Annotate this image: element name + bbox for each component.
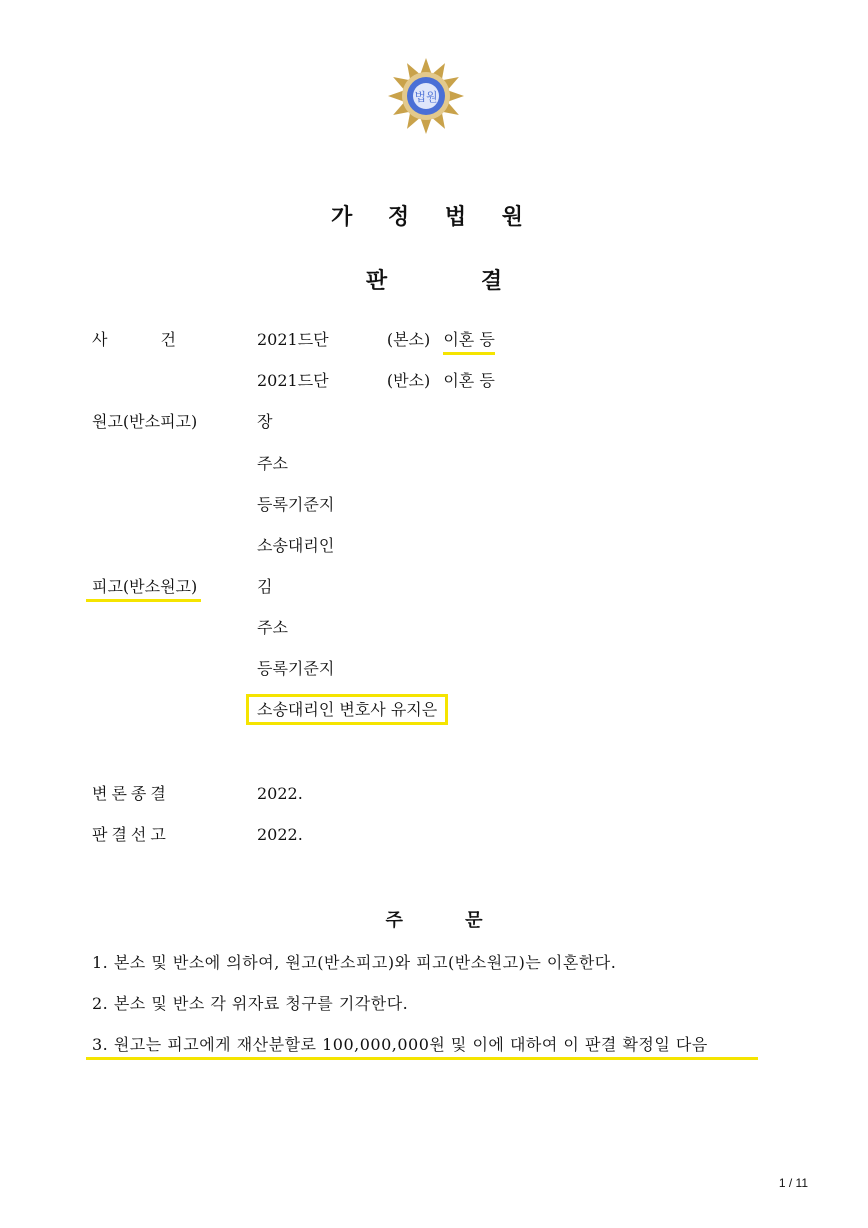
plaintiff-label: 원고(반소피고) [92,412,198,431]
plaintiff-registry-label: 등록기준지 [257,495,335,514]
judgment-title: 판 결 [365,268,503,294]
case-type: (본소) [386,330,431,349]
counter-case-title: 이혼 등 [443,371,495,390]
order-item-3: 3. 원고는 피고에게 재산분할로 100,000,000원 및 이에 대하여 이 판결 확정일 다음 [92,1035,708,1054]
plaintiff-counsel-label: 소송대리인 [257,536,335,555]
order-item-2: 2. 본소 및 반소 각 위자료 청구를 기각한다. [92,994,409,1013]
case-line-counter [257,371,495,391]
case-title: 이혼 등 [443,330,494,355]
case-number: 2021드단 [257,330,329,349]
closing-label: 변론종결 [92,784,170,803]
counter-case-type: (반소) [386,371,431,390]
case-line-main [257,330,495,350]
page-number: 1 / 11 [778,1176,808,1190]
order-item-1: 1. 본소 및 반소에 의하여, 원고(반소피고)와 피고(반소원고)는 이혼한다. [92,953,617,972]
case-label: 사 건 [92,330,176,349]
defendant-counsel: 소송대리인 변호사 유지은 [246,694,448,725]
defendant-registry-label: 등록기준지 [257,659,335,678]
defendant-address-label: 주소 [257,618,288,637]
court-name: 가 정 법 원 [331,204,537,230]
seal-text: 법원 [414,90,438,104]
court-seal-icon [386,56,466,136]
order-item-3-highlight [86,1057,758,1060]
plaintiff-name: 장 [257,412,273,431]
defendant-name: 김 [257,577,273,596]
sentence-label: 판결선고 [92,825,170,844]
counter-case-number: 2021드단 [257,371,329,390]
plaintiff-address-label: 주소 [257,454,288,473]
sentence-date: 2022. [257,825,303,844]
closing-date: 2022. [257,784,303,803]
order-title: 주 문 [385,910,483,931]
defendant-label: 피고(반소원고) [86,577,201,602]
